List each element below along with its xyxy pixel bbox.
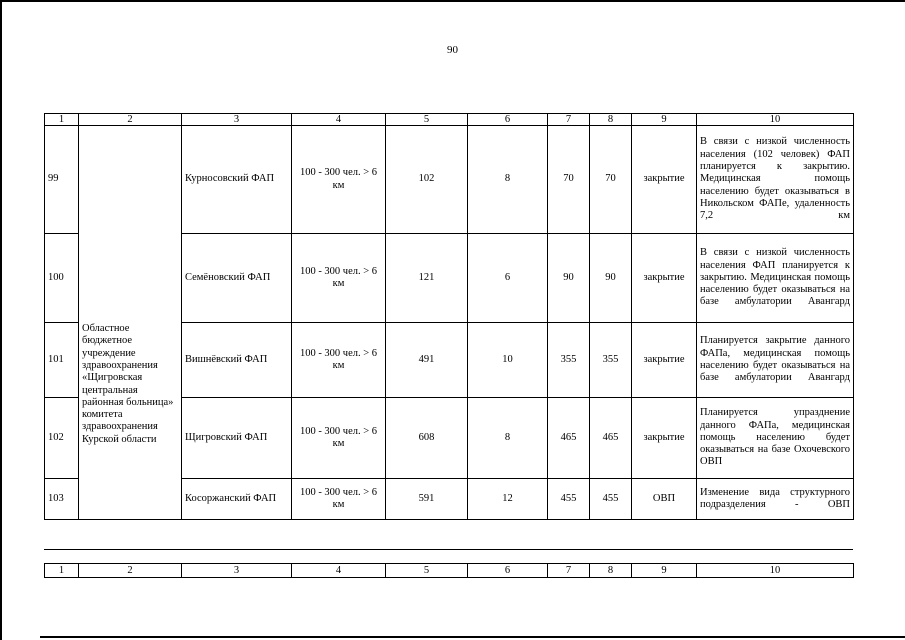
action-cell: закрытие <box>632 398 697 479</box>
column-header: 8 <box>590 564 632 578</box>
action-cell: закрытие <box>632 126 697 234</box>
value-cell: 355 <box>590 323 632 398</box>
value-cell: 591 <box>386 479 468 520</box>
page-border-bottom <box>40 636 905 638</box>
column-header: 3 <box>182 114 292 126</box>
table-row <box>45 126 854 234</box>
column-header: 7 <box>548 114 590 126</box>
fap-name: Вишнёвский ФАП <box>182 323 292 398</box>
organization-cell: Областное бюджетное учреждение здравоохранения «Щигровская центральная районная больница» комитета здравоохранения Курской области <box>79 126 182 520</box>
note-cell: Изменение вида структурного подразделения - ОВП <box>697 479 854 520</box>
row-number: 99 <box>45 126 79 234</box>
column-header: 1 <box>45 564 79 578</box>
norm-cell: 100 - 300 чел. > 6 км <box>292 323 386 398</box>
fap-name: Щигровский ФАП <box>182 398 292 479</box>
action-cell: закрытие <box>632 323 697 398</box>
repeat-header-table <box>44 563 854 578</box>
action-cell: ОВП <box>632 479 697 520</box>
value-cell: 121 <box>386 234 468 323</box>
fap-name: Курносовский ФАП <box>182 126 292 234</box>
column-header: 6 <box>468 114 548 126</box>
column-header: 10 <box>697 564 854 578</box>
value-cell: 90 <box>548 234 590 323</box>
value-cell: 70 <box>548 126 590 234</box>
norm-cell: 100 - 300 чел. > 6 км <box>292 398 386 479</box>
value-cell: 10 <box>468 323 548 398</box>
value-cell: 12 <box>468 479 548 520</box>
repeat-header-row <box>45 564 854 578</box>
value-cell: 465 <box>548 398 590 479</box>
norm-cell: 100 - 300 чел. > 6 км <box>292 234 386 323</box>
value-cell: 355 <box>548 323 590 398</box>
note-cell: Планируется упразднение данного ФАПа, медицинская помощь населению будет оказываться на базе Охочевского ОВП <box>697 398 854 479</box>
fap-table <box>44 113 854 520</box>
table-bottom-rule <box>44 549 853 550</box>
column-header: 9 <box>632 114 697 126</box>
column-header: 4 <box>292 114 386 126</box>
row-number: 103 <box>45 479 79 520</box>
column-header: 7 <box>548 564 590 578</box>
page-border-left <box>0 0 2 640</box>
column-header: 2 <box>79 564 182 578</box>
fap-name: Косоржанский ФАП <box>182 479 292 520</box>
page-border-top <box>0 0 905 2</box>
column-header: 2 <box>79 114 182 126</box>
norm-cell: 100 - 300 чел. > 6 км <box>292 126 386 234</box>
column-header: 8 <box>590 114 632 126</box>
value-cell: 455 <box>548 479 590 520</box>
value-cell: 8 <box>468 398 548 479</box>
column-header: 9 <box>632 564 697 578</box>
column-header: 3 <box>182 564 292 578</box>
fap-name: Семёновский ФАП <box>182 234 292 323</box>
value-cell: 102 <box>386 126 468 234</box>
norm-cell: 100 - 300 чел. > 6 км <box>292 479 386 520</box>
value-cell: 491 <box>386 323 468 398</box>
note-cell: В связи с низкой численность населения ФАП планируется к закрытию. Медицинская помощь населению будет оказываться на базе амбулатории Авангард <box>697 234 854 323</box>
value-cell: 608 <box>386 398 468 479</box>
value-cell: 90 <box>590 234 632 323</box>
column-header: 6 <box>468 564 548 578</box>
value-cell: 465 <box>590 398 632 479</box>
row-number: 101 <box>45 323 79 398</box>
column-header: 4 <box>292 564 386 578</box>
column-header: 5 <box>386 564 468 578</box>
value-cell: 8 <box>468 126 548 234</box>
value-cell: 6 <box>468 234 548 323</box>
table-header-row <box>45 114 854 126</box>
note-cell: Планируется закрытие данного ФАПа, медицинская помощь населению будет оказываться на базе амбулатории Авангард <box>697 323 854 398</box>
action-cell: закрытие <box>632 234 697 323</box>
row-number: 100 <box>45 234 79 323</box>
page-number: 90 <box>447 44 458 56</box>
column-header: 5 <box>386 114 468 126</box>
row-number: 102 <box>45 398 79 479</box>
value-cell: 70 <box>590 126 632 234</box>
note-cell: В связи с низкой численность населения (102 человек) ФАП планируется к закрытию. Медицинская помощь населению будет оказываться в Никольском ФАПе, удаленность 7,2 км <box>697 126 854 234</box>
column-header: 1 <box>45 114 79 126</box>
column-header: 10 <box>697 114 854 126</box>
value-cell: 455 <box>590 479 632 520</box>
